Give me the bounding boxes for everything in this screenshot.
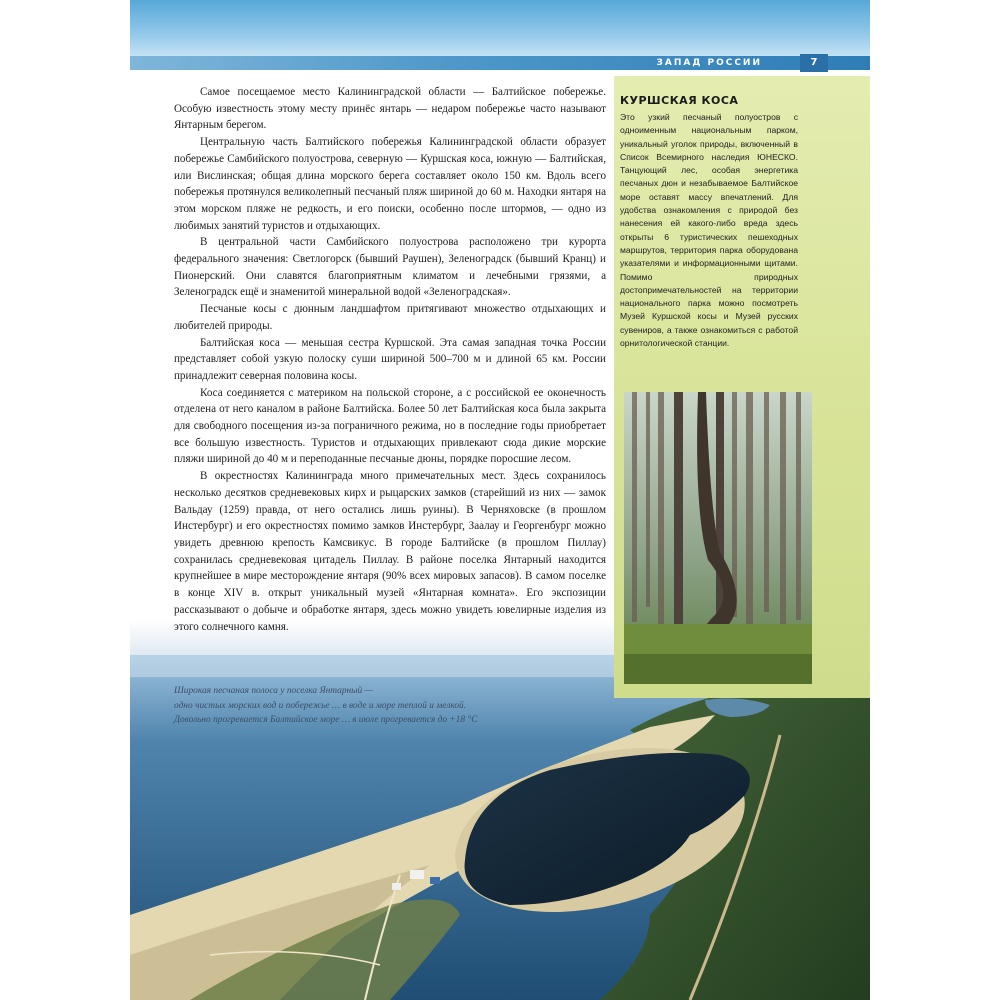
sidebar-text: Это узкий песчаный полуостров с одноименным национальным парком, уникальный уголок природы, включенный в Список Всемирного наследия ЮНЕСКО. Танцующий лес, особая энергетика песчаных дюн и незабываемое Балтийское море оставят массу впечатлений. Для удобства ознакомления с природой без нанесения ей какого-либо вреда здесь открыты 6 туристических пешеходных маршрутов, территория парка оборудована указателями и информационными щитами. Помимо природных достопримечательностей на территории национального парка можно посмотреть Музей Куршской косы и Музей русских сувениров, а также ознакомиться с работой орнитологической станции.	[620, 112, 798, 349]
sidebar-title: КУРШСКАЯ КОСА	[620, 94, 739, 107]
caption-line: Довольно прогревается Балтийское море … в июле прогревается до +18 °С	[174, 715, 478, 725]
photo-caption	[174, 684, 594, 728]
sidebar-panel	[614, 76, 870, 698]
caption-line: одно чистых морских вод и побережье … в воде и море теплой и мелкой.	[174, 700, 467, 711]
paragraph: В окрестностях Калининграда много примечательных мест. Здесь сохранилось несколько десятков средневековых кирх и рыцарских замков (старейший из них — замок Вальдау (1259) правда, от него остались лишь руины). В Черняховске (в прошлом Инстербург) и его окрестностях помимо замков Инстербург, Заалау и Георгенбург можно увидеть древнюю крепость Камсвикус. В городе Балтийске (в прошлом Пиллау) сохранилась средневековая цитадель Пиллау. В районе поселка Янтарный находится крупнейшее в мире месторождение янтаря (90% всех мировых запасов). В самом поселке в конце XIV в. открыт уникальный музей «Янтарная комната». Его экспозиции рассказывают о добыче и обработке янтаря, здесь можно увидеть ювелирные изделия из этого солнечного камня.	[174, 470, 606, 633]
caption-line: Широкая песчаная полоса у поселка Янтарный —	[174, 686, 373, 696]
paragraph: Песчаные косы с дюнным ландшафтом притягивают множество отдыхающих и любителей природы.	[174, 303, 606, 332]
dancing-forest-photo	[624, 392, 812, 684]
main-article	[174, 84, 606, 635]
header-sky-band	[130, 0, 870, 56]
paragraph: Центральную часть Балтийского побережья Калининградской области образует побережье Самбийского полуострова, северную — Куршская коса, южную — Балтийская, или Вислинская; общая длина морского берега составляет около 150 км. Вдоль всего побережья протянулся великолепный песчаный пляж шириной до 60 м. Находки янтаря на этом морском пляже не редкость, и его поиски, особенно после штормов, — одно из любимых занятий туристов и отдыхающих.	[174, 136, 606, 232]
paragraph: Коса соединяется с материком на польской стороне, а с российской ее оконечность отделена от него каналом в районе Балтийска. Более 50 лет Балтийская коса была закрыта для свободного посещения из-за пограничного режима, но в последние годы приобретает все большую известность. Туристов и отдыхающих привлекают сюда дикие морские пляжи шириной до 40 м и переподанные песчаные дюны, порядке поросшие лесом.	[174, 386, 606, 466]
paragraph: Самое посещаемое место Калининградской области — Балтийское побережье. Особую известность этому месту принёс янтарь — недаром побережье часто называют Янтарным берегом.	[174, 86, 606, 132]
sidebar-textbox	[620, 94, 798, 350]
section-title: ЗАПАД РОССИИ	[656, 58, 762, 68]
paragraph: Балтийская коса — меньшая сестра Куршской. Эта самая западная точка России представляет собой узкую полоску суши шириной 500–700 м и длиной 65 км. России принадлежит северная половина косы.	[174, 336, 606, 382]
page-number: 7	[800, 54, 828, 72]
paragraph: В центральной части Самбийского полуострова расположено три курорта федерального значения: Светлогорск (бывший Раушен), Зеленоградск (бывший Кранц) и Пионерский. Они славятся благоприятным климатом и лечебными грязями, а Зеленоградск ещё и знаменитой минеральной водой «Зеленоградская».	[174, 236, 606, 299]
book-page	[130, 0, 870, 1000]
